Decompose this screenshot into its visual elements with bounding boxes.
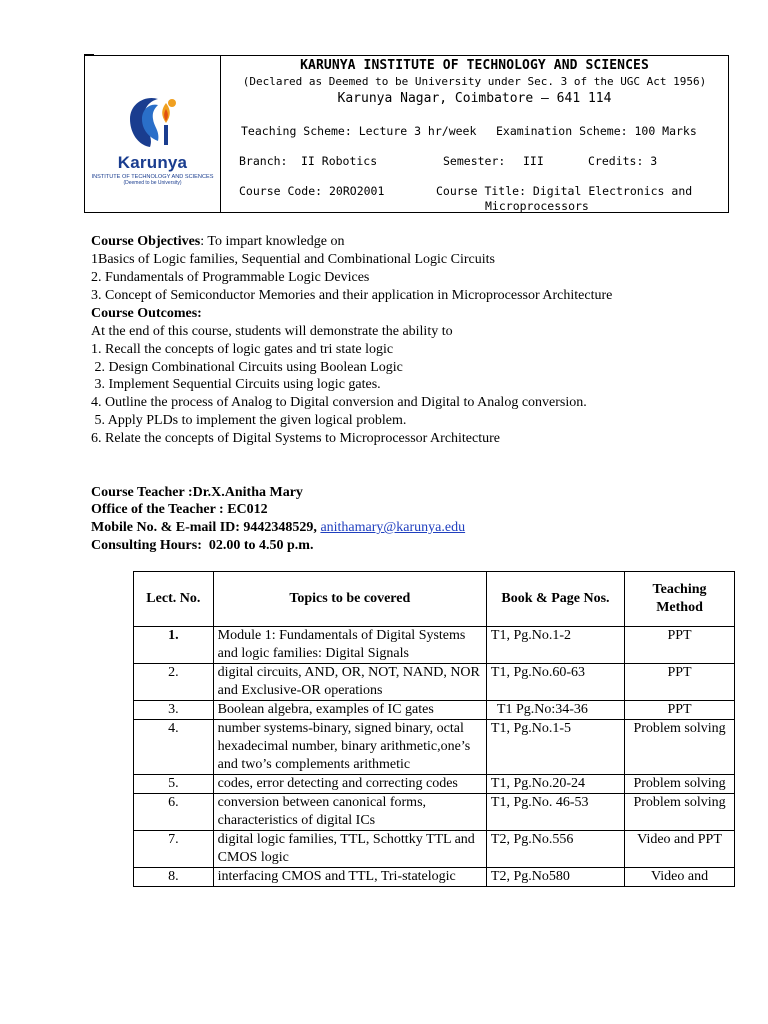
col-header-method: Teaching Method <box>625 572 735 627</box>
karunya-logo-icon <box>120 89 186 155</box>
branch-label: Branch: <box>239 154 288 168</box>
outcome-item: 4. Outline the process of Analog to Digital conversion and Digital to Analog conversion. <box>91 395 587 410</box>
table-row <box>134 775 735 794</box>
objective-item: 3. Concept of Semiconductor Memories and their application in Microprocessor Architecture <box>91 288 613 303</box>
cell-topic: digital logic families, TTL, Schottky TTL and CMOS logic <box>213 831 486 868</box>
logo-subtitle: INSTITUTE OF TECHNOLOGY AND SCIENCES <box>91 173 214 180</box>
cell-book: T2, Pg.No.556 <box>486 831 624 868</box>
cell-method: Problem solving <box>625 720 735 775</box>
outcome-item: 1. Recall the concepts of logic gates and tri state logic <box>91 342 394 357</box>
cell-method: Problem solving <box>625 775 735 794</box>
cell-lect-no: 5. <box>134 775 214 794</box>
cell-lect-no: 4. <box>134 720 214 775</box>
cell-book: T2, Pg.No580 <box>486 868 624 887</box>
cell-lect-no: 1. <box>134 627 214 664</box>
table-row <box>134 794 735 831</box>
table-row <box>134 831 735 868</box>
outcome-item: 6. Relate the concepts of Digital Systems to Microprocessor Architecture <box>91 431 501 446</box>
cell-book: T1, Pg.No.1-2 <box>486 627 624 664</box>
outcome-item: 3. Implement Sequential Circuits using logic gates. <box>91 377 381 392</box>
cell-book: T1, Pg.No. 46-53 <box>486 794 624 831</box>
semester-label: Semester: <box>443 154 506 168</box>
email-link[interactable]: anithamary@karunya.edu <box>320 520 466 535</box>
exam-scheme: Examination Scheme: 100 Marks <box>496 124 697 138</box>
cell-lect-no: 7. <box>134 831 214 868</box>
course-header-box <box>84 55 729 213</box>
cell-topic: digital circuits, AND, OR, NOT, NAND, NOR and Exclusive-OR operations <box>213 664 486 701</box>
logo-subtitle-2: (Deemed to be University) <box>123 179 182 186</box>
col-header-book: Book & Page Nos. <box>486 572 624 627</box>
table-header-row <box>134 572 735 627</box>
objectives-heading-line <box>91 233 344 251</box>
col-header-lect-no: Lect. No. <box>134 572 214 627</box>
objectives-intro: : To impart knowledge on <box>200 234 345 249</box>
logo-wordmark: Karunya <box>117 152 188 172</box>
cell-method: PPT <box>625 627 735 664</box>
institute-name: KARUNYA INSTITUTE OF TECHNOLOGY AND SCIENCES <box>300 58 649 73</box>
branch-value: II Robotics <box>301 154 378 168</box>
cell-topic: number systems-binary, signed binary, octal hexadecimal number, binary arithmetic,one’s and two’s complements arithmetic <box>213 720 486 775</box>
cell-topic: codes, error detecting and correcting codes <box>213 775 486 794</box>
cell-method: Problem solving <box>625 794 735 831</box>
cell-method: Video and <box>625 868 735 887</box>
course-title-line-2: Microprocessors <box>485 199 589 213</box>
table-row <box>134 701 735 720</box>
logo-cell <box>85 56 221 212</box>
course-title-line-1: Course Title: Digital Electronics and <box>436 184 693 198</box>
cell-topic: Boolean algebra, examples of IC gates <box>213 701 486 720</box>
outcomes-heading: Course Outcomes: <box>91 306 202 321</box>
teaching-scheme: Teaching Scheme: Lecture 3 hr/week <box>241 124 477 138</box>
course-code: Course Code: 20RO2001 <box>239 184 385 198</box>
cell-method: PPT <box>625 664 735 701</box>
consulting-hours: Consulting Hours: 02.00 to 4.50 p.m. <box>91 538 314 553</box>
table-row <box>134 868 735 887</box>
credits: Credits: 3 <box>588 154 658 168</box>
cell-book: T1, Pg.No.60-63 <box>486 664 624 701</box>
table-body <box>134 627 735 887</box>
table-row <box>134 664 735 701</box>
header-info-cell <box>221 56 728 212</box>
course-teacher: Course Teacher :Dr.X.Anitha Mary <box>91 485 303 500</box>
cell-book: T1, Pg.No.20-24 <box>486 775 624 794</box>
contact-label: Mobile No. & E-mail ID: 9442348529, <box>91 520 321 535</box>
semester-value: III <box>523 154 544 168</box>
lecture-plan-table <box>133 571 735 887</box>
objective-item: 1Basics of Logic families, Sequential and Combinational Logic Circuits <box>91 252 495 267</box>
outcomes-intro: At the end of this course, students will demonstrate the ability to <box>91 324 453 339</box>
table-row <box>134 720 735 775</box>
cell-lect-no: 2. <box>134 664 214 701</box>
cell-lect-no: 3. <box>134 701 214 720</box>
outcome-item: 2. Design Combinational Circuits using Boolean Logic <box>91 360 403 375</box>
cell-topic: interfacing CMOS and TTL, Tri-statelogic <box>213 868 486 887</box>
institute-declaration: (Declared as Deemed to be University under Sec. 3 of the UGC Act 1956) <box>242 75 707 88</box>
teacher-office: Office of the Teacher : EC012 <box>91 502 268 517</box>
objectives-heading: Course Objectives <box>91 234 201 249</box>
teacher-contact-line <box>91 519 465 537</box>
cell-lect-no: 6. <box>134 794 214 831</box>
col-header-topics: Topics to be covered <box>213 572 486 627</box>
institute-address: Karunya Nagar, Coimbatore – 641 114 <box>337 91 612 106</box>
cell-book: T1, Pg.No.1-5 <box>486 720 624 775</box>
cell-topic: Module 1: Fundamentals of Digital Systems and logic families: Digital Signals <box>213 627 486 664</box>
objective-item: 2. Fundamentals of Programmable Logic Devices <box>91 270 370 285</box>
cell-method: Video and PPT <box>625 831 735 868</box>
cell-topic: conversion between canonical forms, characteristics of digital ICs <box>213 794 486 831</box>
cell-lect-no: 8. <box>134 868 214 887</box>
outcome-item: 5. Apply PLDs to implement the given logical problem. <box>91 413 407 428</box>
cell-method: PPT <box>625 701 735 720</box>
table-row <box>134 627 735 664</box>
cell-book: T1 Pg.No:34-36 <box>486 701 624 720</box>
